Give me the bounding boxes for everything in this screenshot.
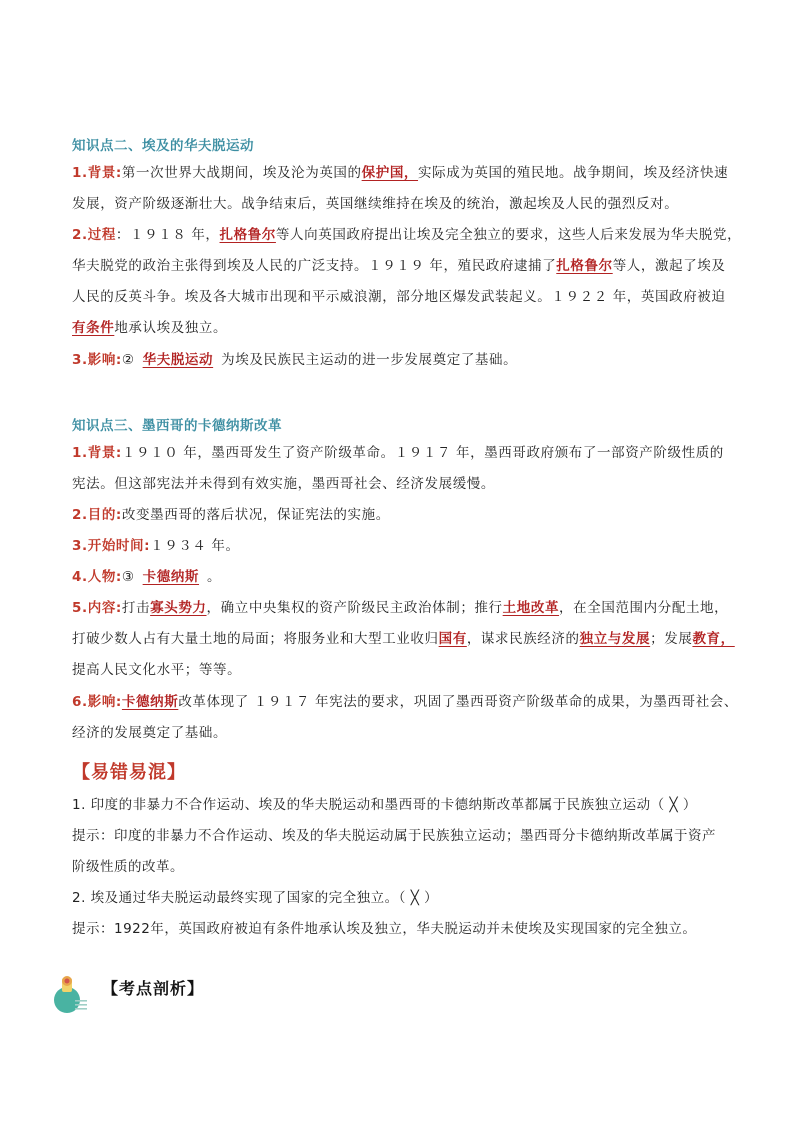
text: 。: [207, 569, 222, 585]
text: １９３４ 年。: [150, 538, 240, 554]
keyword: 扎格鲁尔: [219, 227, 276, 243]
text: ：１９１８ 年，: [115, 227, 220, 243]
egypt-impact: [72, 345, 732, 376]
text: 改变墨西哥的落后状况，保证宪法的实施。: [121, 507, 390, 523]
label: 3.开始时间:: [72, 538, 151, 554]
text: 发展，资产阶级逐渐壮大。战争结束后，英国继续维持在埃及的统治，激起埃及人民的强烈反对。: [72, 196, 679, 212]
egypt-background: [72, 158, 732, 220]
mexico-aim: [72, 500, 732, 531]
mexico-content: [72, 593, 735, 686]
flask-book-icon: [48, 970, 88, 1015]
number: ③: [121, 569, 135, 585]
mexico-person: [72, 562, 732, 593]
mexico-impact: [72, 687, 739, 749]
text: 改革体现了 １９１７ 年宪法的要求，巩固了墨西哥资产阶级革命的成果，为墨西哥社会、: [178, 694, 739, 710]
text: 华夫脱党的政治主张得到埃及人民的广泛支持。１９１９ 年，殖民政府逮捕了: [72, 258, 557, 274]
text: 为埃及民族民主运动的进一步发展奠定了基础。: [221, 352, 518, 368]
error-prone-heading: 【易错易混】: [72, 762, 186, 783]
label: 2.目的:: [72, 507, 122, 523]
text: ，确立中央集权的资产阶级民主政治体制；推行: [206, 600, 503, 616]
text: 人民的反英斗争。埃及各大城市出现和平示威浪潮，部分地区爆发武装起义。１９２２ 年，英国政府被迫: [72, 289, 726, 305]
text: 地承认埃及独立。: [114, 320, 228, 336]
keyword: 卡德纳斯: [121, 694, 179, 710]
label: 3.影响:: [72, 352, 122, 368]
text: 实际成为英国的殖民地。战争期间，埃及经济快速: [418, 165, 729, 181]
label: 2.过程: [72, 227, 116, 243]
label: 4.人物:: [72, 569, 122, 585]
fill-blank: 华夫脱运动: [142, 352, 214, 368]
text: 第一次世界大战期间，埃及沦为英国的: [121, 165, 362, 181]
text: 宪法。但这部宪法并未得到有效实施，墨西哥社会、经济发展缓慢。: [72, 476, 495, 492]
question-1: 1. 印度的非暴力不合作运动、埃及的华夫脱运动和墨西哥的卡德纳斯改革都属于民族独立运动（ ╳ ）: [72, 797, 697, 813]
egypt-process: [72, 220, 742, 344]
hint-1: 提示：印度的非暴力不合作运动、埃及的华夫脱运动属于民族独立运动；墨西哥分卡德纳斯改革属于资产: [72, 828, 716, 844]
text: ，在全国范围内分配土地，: [559, 600, 729, 616]
keyword: 教育，: [692, 631, 735, 647]
hint-2: 提示：1922年，英国政府被迫有条件地承认埃及独立，华夫脱运动并未使埃及实现国家的完全独立。: [72, 921, 697, 937]
hint-1-cont: 阶级性质的改革。: [72, 859, 184, 875]
section-title-mexico: 知识点三、墨西哥的卡德纳斯改革: [72, 418, 282, 434]
text: 等人向英国政府提出让埃及完全独立的要求，这些人后来发展为华夫脱党，: [275, 227, 742, 243]
text: 打击: [121, 600, 151, 616]
text: １９１０ 年，墨西哥发生了资产阶级革命。１９１７ 年，墨西哥政府颁布了一部资产阶级性质的: [121, 445, 724, 461]
keyword: 国有: [438, 631, 467, 647]
text: 提高人民文化水平；等等。: [72, 662, 242, 678]
text: ，谋求民族经济的: [466, 631, 580, 647]
text: ；发展: [650, 631, 693, 647]
number: ②: [121, 352, 135, 368]
keyword: 独立与发展: [579, 631, 651, 647]
section-title-egypt: 知识点二、埃及的华夫脱运动: [72, 138, 254, 154]
text: 等人，激起了埃及: [612, 258, 726, 274]
label: 1.背景:: [72, 165, 122, 181]
text: 打破少数人占有大量土地的局面；将服务业和大型工业收归: [72, 631, 439, 647]
text: 经济的发展奠定了基础。: [72, 725, 228, 741]
mexico-background: [72, 438, 732, 500]
keyword: 土地改革: [502, 600, 560, 616]
label: 6.影响:: [72, 694, 122, 710]
fill-blank: 卡德纳斯: [142, 569, 200, 585]
analysis-heading: 【考点剖析】: [102, 979, 205, 998]
label: 1.背景:: [72, 445, 122, 461]
label: 5.内容:: [72, 600, 122, 616]
keyword: 保护国，: [361, 165, 419, 181]
question-2: 2. 埃及通过华夫脱运动最终实现了国家的完全独立。（ ╳ ）: [72, 890, 439, 906]
keyword: 扎格鲁尔: [556, 258, 613, 274]
mexico-start-time: [72, 531, 732, 562]
keyword: 寡头势力: [150, 600, 207, 616]
error-items: [72, 790, 732, 945]
keyword: 有条件: [72, 320, 115, 336]
